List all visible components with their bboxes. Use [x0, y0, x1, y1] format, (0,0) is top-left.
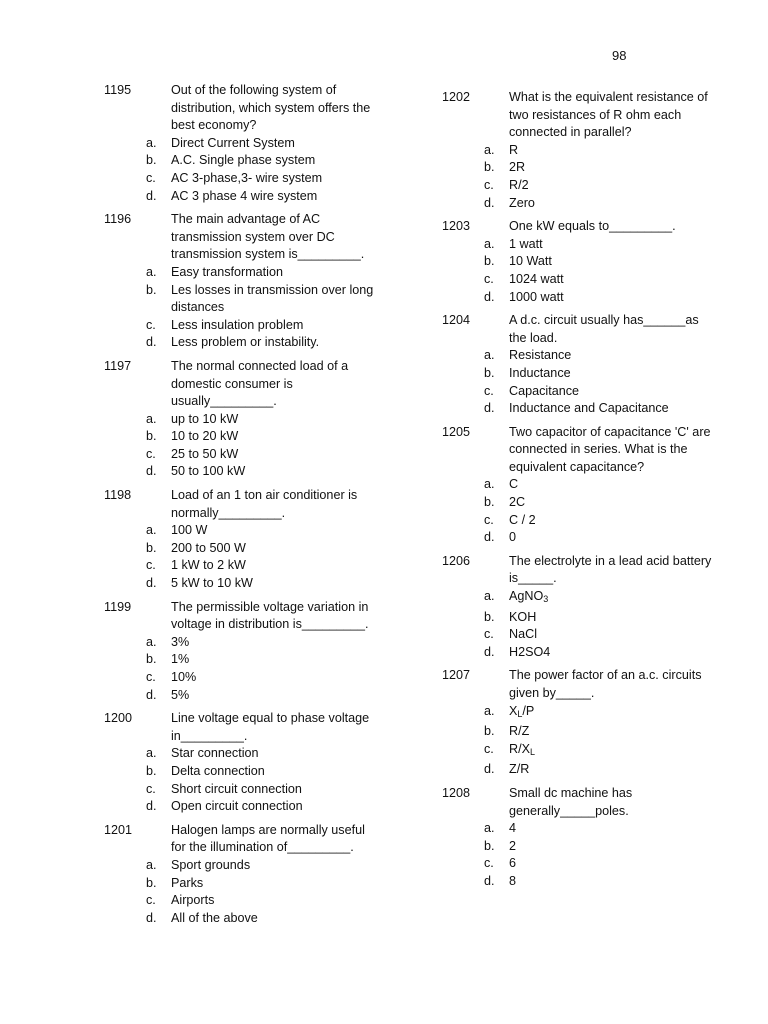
option-main-text: 50 to 100 kW: [171, 464, 246, 479]
option-text: [509, 495, 525, 509]
option-letter: b.: [146, 652, 157, 667]
option-text: [171, 876, 203, 890]
option-text: [509, 513, 536, 527]
answer-options: [104, 634, 384, 704]
question-text: The electrolyte in a lead acid battery is_____.: [509, 553, 712, 586]
answer-option: [442, 609, 722, 627]
question-item: [104, 211, 384, 352]
option-main-text: Parks: [171, 875, 204, 890]
option-letter: c.: [146, 893, 156, 908]
option-letter: b.: [484, 838, 495, 853]
option-text: [171, 429, 238, 443]
option-letter: d.: [146, 576, 157, 591]
option-text: [509, 874, 516, 888]
question-text: A d.c. circuit usually has______as the load.: [509, 313, 699, 345]
option-letter: c.: [146, 170, 156, 185]
answer-option: [442, 761, 722, 779]
answer-option: [442, 529, 722, 547]
option-letter: c.: [484, 383, 494, 398]
option-text: [171, 136, 295, 150]
option-main-text: 4: [509, 821, 517, 836]
option-main-text: KOH: [509, 609, 537, 624]
option-letter: d.: [484, 195, 495, 210]
option-letter: d.: [484, 401, 495, 416]
option-main-text: Airports: [171, 893, 215, 908]
option-letter: b.: [484, 495, 495, 510]
option-text: [509, 348, 571, 362]
option-letter: d.: [146, 335, 157, 350]
option-main-text: 2R: [509, 160, 526, 175]
option-text: [171, 782, 302, 796]
option-main-text: 3%: [171, 634, 190, 649]
answer-option: [104, 522, 384, 540]
answer-options: [442, 588, 722, 661]
question-text: The normal connected load of a domestic consumer is usually_________.: [171, 358, 349, 409]
answer-option: [442, 512, 722, 530]
option-text: [171, 171, 322, 185]
answer-option: [442, 855, 722, 873]
answer-option: [104, 669, 384, 687]
option-letter: b.: [146, 763, 157, 778]
question-number: 1206: [442, 553, 471, 568]
option-text: [509, 366, 571, 380]
question-item: [442, 785, 722, 891]
option-text: [509, 627, 537, 641]
option-main-text: 5 kW to 10 kW: [171, 576, 253, 591]
answer-option: [442, 347, 722, 365]
option-subscript: L: [530, 746, 536, 757]
answer-option: [104, 334, 384, 352]
answer-options: [104, 135, 384, 205]
question-number: 1199: [104, 599, 132, 614]
option-text: [171, 447, 238, 461]
question-text: What is the equivalent resistance of two resistances of R ohm each connected in parallel?: [509, 90, 708, 140]
question-number: 1202: [442, 90, 471, 104]
answer-option: [104, 687, 384, 705]
answer-option: [104, 264, 384, 282]
option-main-text: 1000 watt: [509, 289, 564, 304]
option-text: [171, 799, 303, 813]
answer-option: [442, 723, 722, 741]
option-text: [509, 237, 543, 251]
option-letter: c.: [484, 512, 494, 527]
option-letter: c.: [146, 558, 156, 573]
option-main-text: R/X: [509, 741, 530, 756]
right-question-column: [442, 89, 722, 897]
option-text: [509, 762, 529, 776]
option-main-text: AgNO: [509, 589, 544, 604]
answer-option: [442, 820, 722, 838]
option-main-text: AC 3-phase,3- wire system: [171, 170, 323, 185]
option-main-text: Zero: [509, 195, 535, 210]
question-text: The permissible voltage variation in voltage in distribution is_________.: [171, 599, 369, 632]
answer-option: [104, 745, 384, 763]
option-letter: a.: [146, 634, 157, 649]
question-number: 1207: [442, 668, 471, 683]
answer-option: [442, 703, 722, 724]
question-text: The power factor of an a.c. circuits given by_____.: [509, 668, 702, 700]
option-letter: d.: [146, 799, 157, 814]
option-main-text: 25 to 50 kW: [171, 446, 239, 461]
answer-option: [442, 588, 722, 609]
option-text: [171, 335, 319, 349]
option-main-text: C / 2: [509, 512, 536, 527]
question-item: [104, 599, 384, 705]
option-main-text: Star connection: [171, 746, 259, 761]
option-main-text: Capacitance: [509, 383, 580, 398]
option-main-text: Inductance and Capacitance: [509, 401, 669, 416]
question-text: Halogen lamps are normally useful for the illumination of_________.: [171, 822, 365, 855]
question-item: [104, 82, 384, 205]
option-letter: b.: [146, 429, 157, 444]
option-letter: b.: [484, 254, 495, 269]
question-item: [104, 487, 384, 593]
option-main-text: AC 3 phase 4 wire system: [171, 188, 318, 203]
answer-option: [104, 152, 384, 170]
answer-option: [104, 411, 384, 429]
option-text: [171, 635, 189, 649]
option-main-text: Delta connection: [171, 763, 265, 778]
option-text: [171, 523, 207, 537]
option-letter: a.: [484, 142, 495, 157]
option-text: [509, 143, 518, 157]
answer-option: [104, 575, 384, 593]
option-main-text: 200 to 500 W: [171, 540, 246, 555]
option-letter: b.: [146, 540, 157, 555]
answer-option: [442, 177, 722, 195]
option-text: [509, 610, 536, 624]
option-main-text: 0: [509, 530, 517, 545]
answer-option: [442, 741, 722, 762]
option-main-text: Short circuit connection: [171, 781, 302, 796]
option-text: [171, 541, 246, 555]
option-letter: d.: [146, 910, 157, 925]
option-main-text: 6: [509, 856, 517, 871]
question-item: [442, 312, 722, 418]
option-letter: d.: [484, 873, 495, 888]
option-text: [509, 254, 552, 268]
option-text: [509, 724, 529, 738]
answer-option: [442, 365, 722, 383]
question-text: Two capacitor of capacitance 'C' are connected in series. What is the equivalent capacitance?: [509, 424, 711, 474]
answer-option: [442, 289, 722, 307]
answer-option: [442, 142, 722, 160]
option-main-text: 2: [509, 838, 517, 853]
page-number: 98: [612, 48, 627, 63]
answer-option: [442, 626, 722, 644]
question-item: [442, 89, 722, 212]
answer-options: [442, 236, 722, 306]
answer-option: [442, 253, 722, 271]
option-letter: a.: [146, 411, 157, 426]
option-main-text: Sport grounds: [171, 857, 251, 872]
option-letter: b.: [146, 153, 157, 168]
option-text: [171, 652, 189, 666]
option-text: [171, 911, 258, 925]
option-text: [509, 821, 516, 835]
option-main-text: R: [509, 142, 519, 157]
option-letter: d.: [484, 289, 495, 304]
option-letter: b.: [484, 724, 495, 739]
answer-option: [104, 463, 384, 481]
option-main-text: 10 to 20 kW: [171, 429, 239, 444]
option-letter: d.: [146, 464, 157, 479]
option-letter: a.: [146, 264, 157, 279]
option-main-text: 100 W: [171, 523, 208, 538]
answer-option: [442, 494, 722, 512]
option-main-text: R/2: [509, 177, 529, 192]
answer-option: [104, 651, 384, 669]
option-text: [509, 178, 529, 192]
option-main-text: Z/R: [509, 762, 530, 777]
option-text: [509, 477, 518, 491]
option-letter: d.: [146, 687, 157, 702]
answer-option: [442, 873, 722, 891]
question-text: Line voltage equal to phase voltage in_________.: [171, 711, 370, 743]
question-number: 1203: [442, 219, 471, 234]
answer-option: [104, 188, 384, 206]
answer-options: [442, 476, 722, 546]
option-text: [509, 196, 535, 210]
option-text: [171, 283, 373, 315]
option-letter: a.: [484, 348, 495, 363]
answer-options: [104, 745, 384, 815]
option-main-text: 5%: [171, 687, 190, 702]
option-main-text: 8: [509, 873, 517, 888]
question-number: 1198: [104, 488, 132, 503]
option-text: [171, 153, 315, 167]
option-text: [509, 160, 525, 174]
option-main-text: 10%: [171, 670, 197, 684]
answer-option: [442, 383, 722, 401]
answer-options: [442, 142, 722, 212]
option-letter: a.: [146, 135, 157, 150]
option-letter: a.: [146, 857, 157, 872]
option-letter: c.: [484, 177, 494, 192]
option-main-text: H2SO4: [509, 644, 551, 659]
option-letter: c.: [484, 856, 494, 871]
option-text: [171, 318, 303, 332]
option-letter: c.: [146, 317, 156, 332]
answer-option: [104, 763, 384, 781]
answer-options: [442, 820, 722, 890]
question-item: [104, 822, 384, 928]
option-text: [509, 645, 550, 659]
answer-option: [442, 838, 722, 856]
option-letter: d.: [146, 188, 157, 203]
answer-options: [104, 857, 384, 927]
answer-option: [442, 271, 722, 289]
answer-option: [104, 317, 384, 335]
option-main-text: 1 watt: [509, 236, 543, 251]
option-main-text: 1 kW to 2 kW: [171, 558, 246, 573]
option-letter: b.: [484, 160, 495, 175]
option-main-text: 1%: [171, 652, 190, 667]
option-text: [509, 384, 579, 398]
answer-option: [104, 857, 384, 875]
option-main-text: A.C. Single phase system: [171, 153, 316, 168]
option-letter: a.: [146, 523, 157, 538]
answer-option: [442, 644, 722, 662]
option-main-text: Less insulation problem: [171, 317, 304, 332]
option-suffix-text: /P: [522, 703, 535, 718]
answer-option: [442, 476, 722, 494]
option-text: [171, 412, 238, 426]
option-letter: d.: [484, 762, 495, 777]
option-letter: a.: [484, 589, 495, 604]
option-main-text: 1024 watt: [509, 271, 564, 286]
option-letter: c.: [484, 627, 494, 642]
question-number: 1200: [104, 711, 133, 726]
option-letter: c.: [484, 271, 494, 286]
option-main-text: All of the above: [171, 910, 258, 925]
answer-option: [104, 170, 384, 188]
option-letter: b.: [146, 875, 157, 890]
option-letter: a.: [484, 236, 495, 251]
option-letter: d.: [484, 644, 495, 659]
option-main-text: 2C: [509, 495, 526, 510]
option-text: [509, 401, 669, 415]
answer-option: [104, 446, 384, 464]
answer-option: [442, 236, 722, 254]
question-text: The main advantage of AC transmission system over DC transmission system is_________.: [171, 212, 365, 262]
answer-option: [104, 540, 384, 558]
answer-option: [104, 428, 384, 446]
option-main-text: 10 Watt: [509, 254, 552, 269]
option-subscript: L: [517, 708, 523, 719]
option-text: [171, 746, 259, 760]
option-text: [509, 589, 548, 603]
option-letter: a.: [484, 477, 495, 492]
answer-option: [442, 159, 722, 177]
option-letter: b.: [484, 365, 495, 380]
option-main-text: Easy transformation: [171, 264, 283, 279]
question-number: 1201: [104, 822, 133, 837]
option-main-text: Inductance: [509, 365, 571, 380]
option-main-text: Less problem or instability.: [171, 335, 320, 350]
question-number: 1197: [104, 358, 132, 373]
question-number: 1205: [442, 424, 471, 439]
question-item: [442, 218, 722, 306]
option-main-text: Direct Current System: [171, 135, 295, 150]
answer-option: [104, 634, 384, 652]
answer-option: [104, 910, 384, 928]
option-main-text: Les losses in transmission over long distances: [171, 282, 374, 315]
answer-option: [104, 781, 384, 799]
option-main-text: up to 10 kW: [171, 411, 239, 426]
question-number: 1208: [442, 785, 471, 800]
question-item: [442, 424, 722, 547]
option-letter: c.: [146, 446, 156, 461]
question-text: Small dc machine has generally_____poles.: [509, 785, 633, 818]
option-text: [509, 742, 535, 756]
option-main-text: NaCl: [509, 627, 537, 642]
answer-options: [104, 411, 384, 481]
question-item: [104, 358, 384, 481]
answer-option: [442, 400, 722, 418]
answer-option: [104, 282, 384, 317]
option-text: [509, 290, 564, 304]
option-main-text: C: [509, 477, 519, 492]
option-text: [171, 265, 283, 279]
option-letter: c.: [146, 781, 156, 796]
option-text: [509, 272, 564, 286]
answer-options: [104, 522, 384, 592]
option-text: [171, 670, 196, 684]
option-text: [509, 839, 516, 853]
answer-options: [442, 703, 722, 779]
question-number: 1204: [442, 313, 471, 328]
question-text: One kW equals to_________.: [509, 219, 676, 234]
question-number: 1195: [104, 83, 132, 97]
answer-option: [442, 195, 722, 213]
option-text: [171, 189, 317, 203]
option-letter: a.: [146, 746, 157, 761]
answer-options: [442, 347, 722, 417]
option-main-text: Resistance: [509, 348, 572, 363]
option-letter: c.: [484, 741, 494, 756]
option-text: [171, 764, 265, 778]
question-item: [442, 667, 722, 779]
question-item: [442, 553, 722, 662]
option-text: [171, 558, 246, 572]
option-letter: b.: [484, 609, 495, 624]
option-letter: a.: [484, 821, 495, 836]
question-text: Out of the following system of distribution, which system offers the best economy?: [171, 83, 371, 133]
option-text: [171, 858, 250, 872]
option-text: [171, 893, 214, 907]
answer-options: [104, 264, 384, 352]
question-number: 1196: [104, 212, 132, 227]
option-main-text: X: [509, 703, 518, 718]
option-text: [171, 688, 189, 702]
answer-option: [104, 557, 384, 575]
option-letter: b.: [146, 282, 157, 297]
option-text: [509, 856, 516, 870]
option-text: [509, 530, 516, 544]
question-text: Load of an 1 ton air conditioner is normally_________.: [171, 488, 358, 520]
question-item: [104, 710, 384, 816]
option-text: [171, 576, 253, 590]
option-letter: d.: [484, 530, 495, 545]
answer-option: [104, 875, 384, 893]
answer-option: [104, 892, 384, 910]
left-question-column: [104, 82, 384, 933]
answer-option: [104, 135, 384, 153]
option-text: [509, 704, 534, 718]
option-main-text: Open circuit connection: [171, 799, 303, 814]
option-main-text: R/Z: [509, 724, 530, 739]
option-subscript: 3: [543, 594, 549, 605]
option-letter: a.: [484, 703, 495, 718]
option-text: [171, 464, 245, 478]
answer-option: [104, 798, 384, 816]
option-letter: c.: [146, 670, 156, 684]
